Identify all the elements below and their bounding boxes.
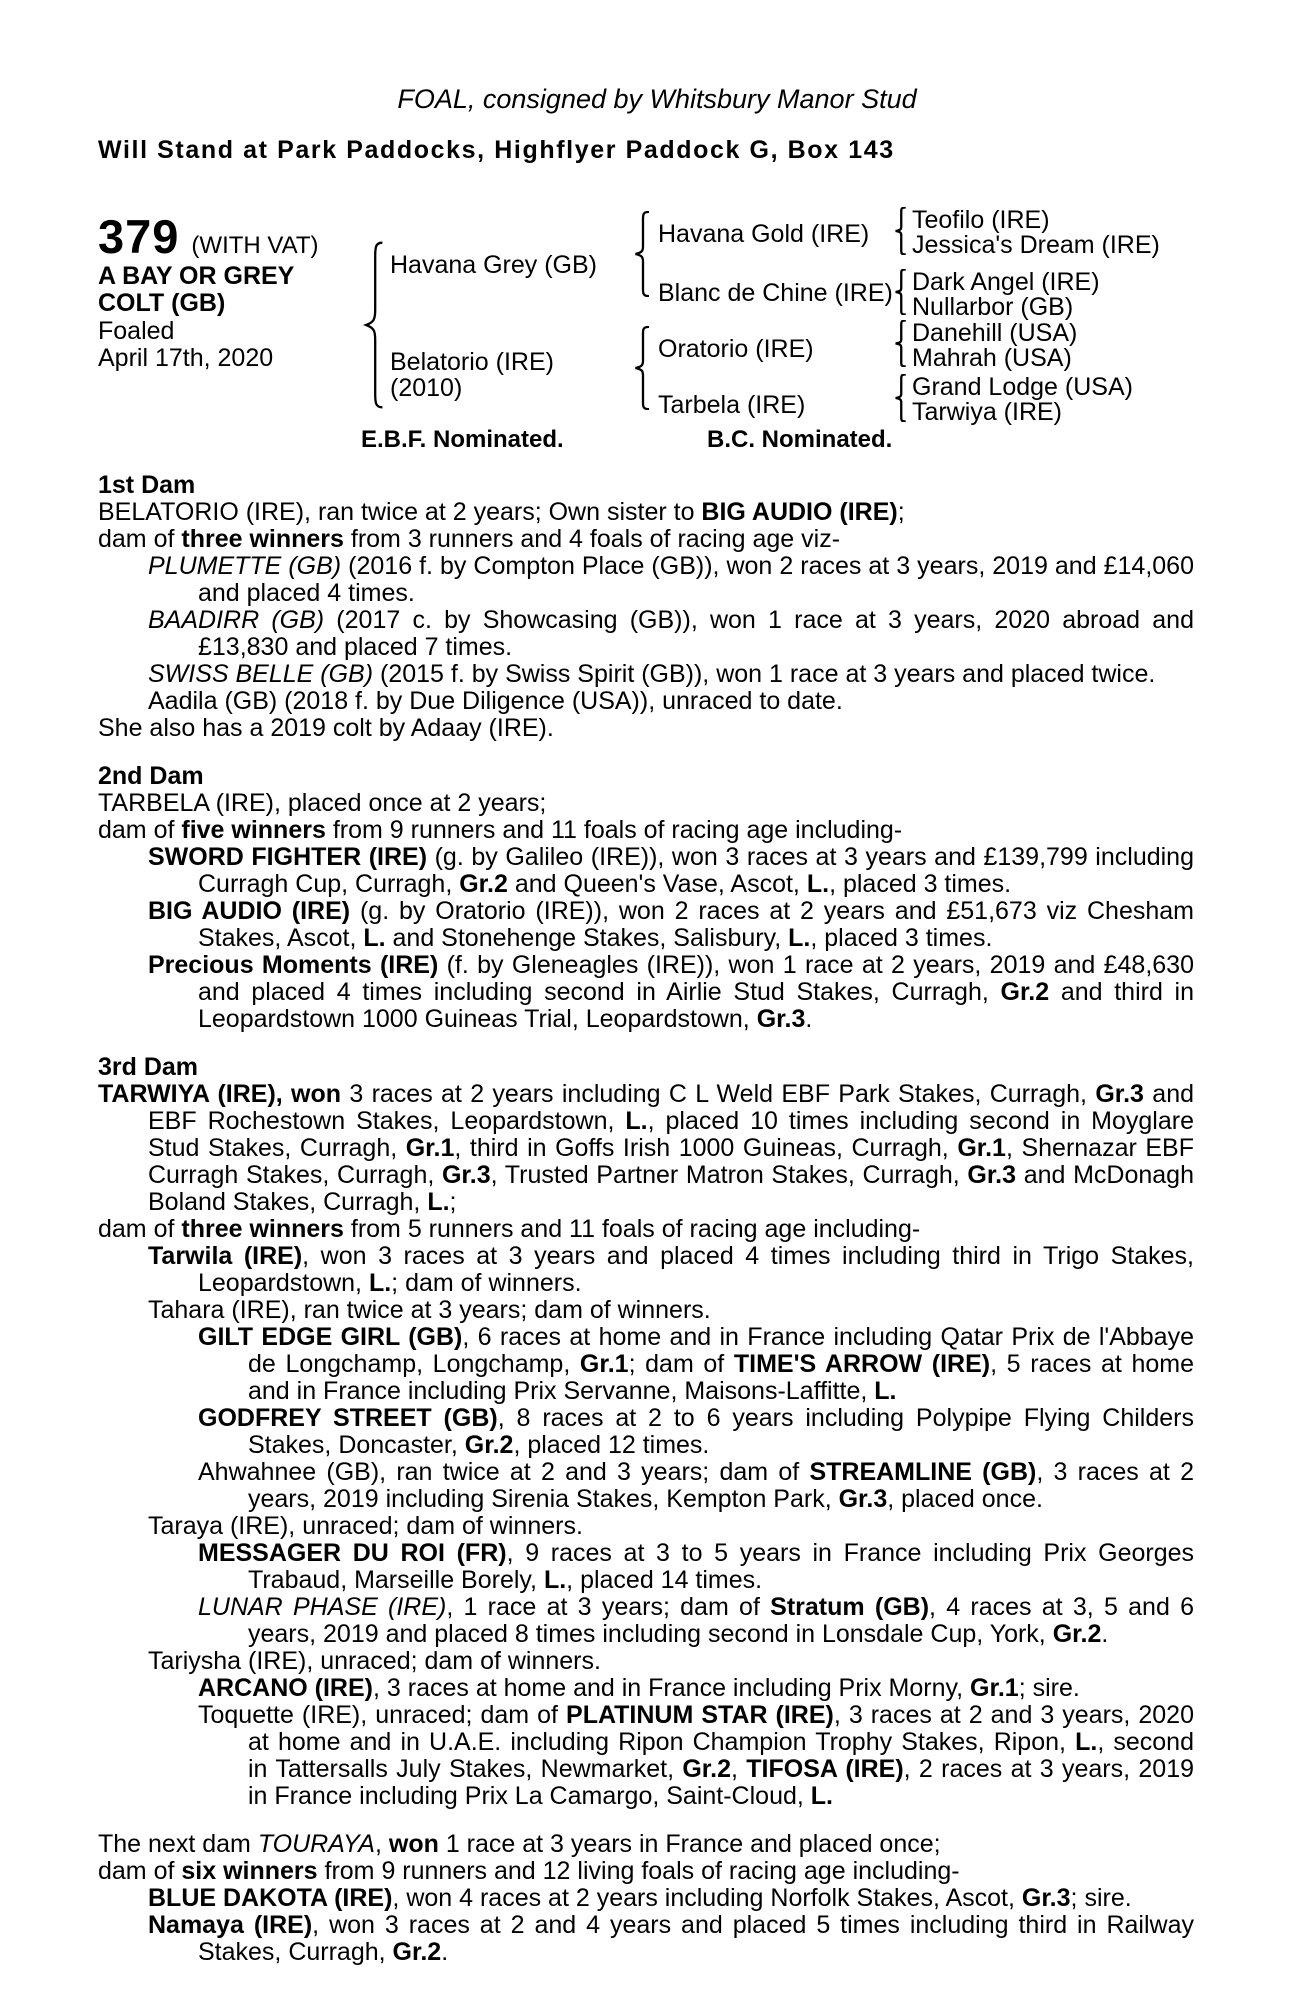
dam-dam-parents bbox=[912, 375, 1133, 425]
text-run: 3 races at 2 years including C L Weld EBF Park Stakes, Curragh, bbox=[341, 1080, 1096, 1108]
text-run: L. bbox=[874, 1377, 897, 1405]
text-run: LUNAR PHASE (IRE) bbox=[198, 1593, 447, 1621]
text-run: Taraya (IRE), unraced; dam of winners. bbox=[148, 1512, 583, 1540]
consignor-line: FOAL, consigned by Whitsbury Manor Stud bbox=[397, 84, 917, 114]
text-run: six winners bbox=[181, 1857, 318, 1885]
text-run: ; bbox=[897, 498, 905, 526]
text-run: Gr.3 bbox=[1021, 1884, 1071, 1912]
text-run: (2017 c. by Showcasing (GB)), won 1 race at 3 years, 2020 abroad and £13,830 and placed 7 times. bbox=[198, 606, 1194, 661]
text-run: . bbox=[441, 1938, 449, 1966]
sire-name: Havana Grey (GB) bbox=[390, 251, 598, 279]
dam-dam-dam-name: Tarwiya (IRE) bbox=[912, 398, 1063, 426]
text-run: Gr.1 bbox=[957, 1134, 1006, 1162]
pedigree-section bbox=[98, 1831, 1194, 1966]
text-run: Gr.2 bbox=[392, 1938, 442, 1966]
text-run: She also has a 2019 colt by Adaay (IRE). bbox=[98, 714, 554, 742]
text-run: , placed 12 times. bbox=[513, 1431, 710, 1459]
text-run: Precious Moments (IRE) bbox=[148, 951, 439, 979]
text-run: . bbox=[805, 1005, 813, 1033]
pedigree-paragraph bbox=[98, 1858, 1194, 1885]
text-run: L. bbox=[368, 1269, 392, 1297]
pedigree-paragraph bbox=[98, 952, 1194, 1033]
text-run: Gr.3 bbox=[756, 1005, 806, 1033]
text-run: L. bbox=[543, 1566, 567, 1594]
pedigree-paragraph bbox=[98, 607, 1194, 661]
text-run: , 4 races at 3, 5 and 6 years, 2019 and placed 8 times including second in Lonsdale Cup, York, bbox=[248, 1593, 1194, 1648]
text-run: three winners bbox=[181, 1215, 344, 1243]
text-run: Aadila (GB) (2018 f. by Due Diligence (USA)), unraced to date. bbox=[148, 687, 843, 715]
pedigree-sections bbox=[98, 472, 1194, 1966]
pedigree-section bbox=[98, 472, 1194, 742]
text-run: ARCANO (IRE) bbox=[198, 1674, 373, 1702]
text-run: Tarwila (IRE) bbox=[148, 1242, 303, 1270]
text-run: Gr.3 bbox=[967, 1161, 1017, 1189]
text-run: GILT EDGE GIRL (GB) bbox=[198, 1323, 463, 1351]
text-run: ; sire. bbox=[1070, 1884, 1132, 1912]
sire-sire-name: Havana Gold (IRE) bbox=[658, 220, 870, 248]
text-run: Gr.2 bbox=[464, 1431, 514, 1459]
dam-year: (2010) bbox=[390, 374, 463, 402]
sire-dam-name: Blanc de Chine (IRE) bbox=[658, 279, 893, 307]
pedigree-paragraph bbox=[98, 661, 1194, 688]
pedigree-paragraph bbox=[98, 1831, 1194, 1858]
pedigree-paragraph bbox=[98, 1459, 1194, 1513]
text-run: , 8 races at 2 to 6 years including Polypipe Flying Childers Stakes, Doncaster, bbox=[248, 1404, 1194, 1459]
dam-dam-sire-name: Grand Lodge (USA) bbox=[912, 373, 1133, 401]
text-run: MESSAGER DU ROI (FR) bbox=[198, 1539, 507, 1567]
text-run: dam of bbox=[98, 1215, 182, 1243]
text-run: L. bbox=[806, 870, 830, 898]
pedigree-paragraph bbox=[98, 1912, 1194, 1966]
text-run: from 9 runners and 11 foals of racing age including- bbox=[325, 816, 903, 844]
text-run: BAADIRR (GB) bbox=[148, 606, 325, 634]
bc-nominated-note: B.C. Nominated. bbox=[707, 426, 893, 453]
text-run: Gr.2 bbox=[459, 870, 508, 898]
pedigree-paragraph bbox=[98, 526, 1194, 553]
pedigree-paragraph bbox=[98, 1675, 1194, 1702]
sire-sire-dam-name: Jessica's Dream (IRE) bbox=[912, 231, 1160, 259]
text-run: BIG AUDIO (IRE) bbox=[701, 498, 898, 526]
colt-description-line1: A BAY OR GREY bbox=[98, 262, 295, 290]
dam-sire-name: Oratorio (IRE) bbox=[658, 335, 814, 363]
pedigree-paragraph bbox=[98, 1594, 1194, 1648]
dam-sire-dam-name: Mahrah (USA) bbox=[912, 344, 1072, 372]
text-run: Tariysha (IRE), unraced; dam of winners. bbox=[148, 1647, 601, 1675]
text-run: Gr.2 bbox=[682, 1755, 731, 1783]
text-run: Gr.2 bbox=[1052, 1620, 1102, 1648]
text-run: , placed once. bbox=[887, 1485, 1043, 1513]
ggp-bracket-1 bbox=[893, 207, 908, 255]
text-run: TOURAYA bbox=[257, 1830, 375, 1858]
dam-sire-sire-name: Danehill (USA) bbox=[912, 319, 1078, 347]
text-run: and third in Leopardstown 1000 Guineas Trial, Leopardstown, bbox=[198, 978, 1194, 1033]
text-run: dam of bbox=[98, 816, 182, 844]
text-run: and EBF Rochestown Stakes, Leopardstown, bbox=[148, 1080, 1194, 1135]
text-run: PLATINUM STAR (IRE) bbox=[566, 1701, 834, 1729]
text-run: and Stonehenge Stakes, Salisbury, bbox=[385, 924, 789, 952]
text-run: (g. by Galileo (IRE)), won 3 races at 3 years and £139,799 including Curragh Cup, Curragh, bbox=[198, 843, 1194, 898]
dam-section-heading: 2nd Dam bbox=[98, 762, 204, 790]
pedigree-paragraph bbox=[98, 688, 1194, 715]
pedigree-paragraph bbox=[98, 1540, 1194, 1594]
text-run: L. bbox=[427, 1188, 450, 1216]
text-run: TARWIYA (IRE), won bbox=[98, 1080, 342, 1108]
ebf-nominated-note: E.B.F. Nominated. bbox=[361, 426, 564, 453]
text-run: and McDonagh Boland Stakes, Curragh, bbox=[148, 1161, 1194, 1216]
text-run: from 5 runners and 11 foals of racing age including- bbox=[343, 1215, 921, 1243]
text-run: dam of bbox=[98, 525, 182, 553]
text-run: Gr.1 bbox=[405, 1134, 455, 1162]
text-run: ; dam of winners. bbox=[391, 1269, 582, 1297]
text-run: Tahara (IRE), ran twice at 3 years; dam of winners. bbox=[148, 1296, 711, 1324]
pedigree-paragraph bbox=[98, 1513, 1194, 1540]
text-run: L. bbox=[363, 924, 386, 952]
text-run: , placed 3 times. bbox=[810, 924, 993, 952]
text-run: , 2 races at 3 years, 2019 in France including Prix La Camargo, Saint-Cloud, bbox=[248, 1755, 1194, 1810]
pedigree-section bbox=[98, 763, 1194, 1033]
pedigree-paragraph bbox=[98, 817, 1194, 844]
text-run: STREAMLINE (GB) bbox=[809, 1458, 1037, 1486]
pedigree-paragraph bbox=[98, 1243, 1194, 1297]
text-run: three winners bbox=[181, 525, 344, 553]
colt-description-line2: COLT (GB) bbox=[98, 289, 226, 317]
lot-vat-note: (WITH VAT) bbox=[191, 232, 319, 259]
pedigree-paragraph bbox=[98, 1648, 1194, 1675]
pedigree-paragraph bbox=[98, 499, 1194, 526]
text-run: GODFREY STREET (GB) bbox=[198, 1404, 498, 1432]
text-run: , won 3 races at 3 years and placed 4 times including third in Trigo Stakes, Leopardstown, bbox=[198, 1242, 1194, 1297]
pedigree-paragraph bbox=[98, 1081, 1194, 1216]
pedigree-paragraph bbox=[98, 1216, 1194, 1243]
text-run: , second in Tattersalls July Stakes, Newmarket, bbox=[248, 1728, 1194, 1783]
pedigree-table bbox=[0, 195, 1314, 463]
sire-dam-sire-name: Dark Angel (IRE) bbox=[912, 268, 1100, 296]
text-run: five winners bbox=[181, 816, 326, 844]
sire-sire-sire-name: Teofilo (IRE) bbox=[912, 206, 1050, 234]
text-run: (2016 f. by Compton Place (GB)), won 2 races at 3 years, 2019 and £14,060 and placed 4 times. bbox=[198, 552, 1194, 607]
text-run: dam of bbox=[98, 1857, 182, 1885]
text-run: won bbox=[388, 1830, 439, 1858]
text-run: and Queen's Vase, Ascot, bbox=[507, 870, 807, 898]
text-run: L. bbox=[810, 1782, 833, 1810]
pedigree-paragraph bbox=[98, 1702, 1194, 1810]
dam-sire-parents bbox=[912, 321, 1077, 371]
ggp-bracket-3 bbox=[893, 320, 908, 367]
text-run: , won 4 races at 2 years including Norfolk Stakes, Ascot, bbox=[392, 1884, 1022, 1912]
text-run: Ahwahnee (GB), ran twice at 2 and 3 years; dam of bbox=[198, 1458, 810, 1486]
pedigree-main-bracket bbox=[362, 241, 386, 409]
text-run: SWORD FIGHTER (IRE) bbox=[148, 843, 428, 871]
text-run: BELATORIO (IRE), ran twice at 2 years; Own sister to bbox=[98, 498, 702, 526]
text-run: ; dam of bbox=[628, 1350, 734, 1378]
dam-section-heading: 1st Dam bbox=[98, 471, 196, 499]
text-run: 1 race at 3 years in France and placed once; bbox=[438, 1830, 941, 1858]
text-run: Gr.3 bbox=[838, 1485, 888, 1513]
text-run: , bbox=[374, 1830, 389, 1858]
text-run: L. bbox=[625, 1107, 648, 1135]
sire-line-bracket bbox=[632, 211, 652, 297]
text-run: , 1 race at 3 years; dam of bbox=[446, 1593, 771, 1621]
pedigree-paragraph bbox=[98, 1885, 1194, 1912]
lot-number: 379 bbox=[98, 210, 180, 263]
text-run: Gr.3 bbox=[441, 1161, 491, 1189]
text-run: PLUMETTE (GB) bbox=[148, 552, 342, 580]
text-run: (f. by Gleneagles (IRE)), won 1 race at 2 years, 2019 and £48,630 and placed 4 times including second in Airlie Stud Stakes, Curragh, bbox=[198, 951, 1194, 1006]
sire-dam-parents bbox=[912, 270, 1100, 320]
text-run: The next dam bbox=[98, 1830, 258, 1858]
text-run: , placed 3 times. bbox=[829, 870, 1012, 898]
text-run: , third in Goffs Irish 1000 Guineas, Curragh, bbox=[454, 1134, 958, 1162]
ggp-bracket-4 bbox=[893, 374, 908, 422]
text-run: SWISS BELLE (GB) bbox=[148, 660, 374, 688]
colt-description bbox=[98, 263, 294, 317]
foaled-date: April 17th, 2020 bbox=[98, 344, 274, 372]
dam-dam-name: Tarbela (IRE) bbox=[658, 391, 806, 419]
pedigree-paragraph bbox=[98, 715, 1194, 742]
text-run: , 6 races at home and in France including Qatar Prix de l'Abbaye de Longchamp, Longchamp, bbox=[248, 1323, 1194, 1378]
sire-sire-parents bbox=[912, 208, 1160, 258]
pedigree-paragraph bbox=[98, 790, 1194, 817]
pedigree-paragraph bbox=[98, 844, 1194, 898]
text-run: Gr.1 bbox=[970, 1674, 1019, 1702]
text-run: , bbox=[731, 1755, 747, 1783]
text-run: Namaya (IRE) bbox=[148, 1911, 313, 1939]
dam-name: Belatorio (IRE) bbox=[390, 348, 554, 376]
text-run: , placed 10 times including second in Moyglare Stud Stakes, Curragh, bbox=[148, 1107, 1194, 1162]
text-run: TIFOSA (IRE) bbox=[746, 1755, 904, 1783]
text-run: Gr.2 bbox=[1000, 978, 1050, 1006]
text-run: , Shernazar EBF Curragh Stakes, Curragh, bbox=[148, 1134, 1194, 1189]
text-run: from 3 runners and 4 foals of racing age viz- bbox=[343, 525, 841, 553]
text-run: . bbox=[1101, 1620, 1109, 1648]
pedigree-paragraph bbox=[98, 553, 1194, 607]
text-run: BIG AUDIO (IRE) bbox=[148, 897, 351, 925]
text-run: Gr.1 bbox=[579, 1350, 629, 1378]
text-run: (2015 f. by Swiss Spirit (GB)), won 1 race at 3 years and placed twice. bbox=[373, 660, 1156, 688]
text-run: , won 3 races at 2 and 4 years and placed 5 times including third in Railway Stakes, Curragh, bbox=[198, 1911, 1194, 1966]
sire-dam-dam-name: Nullarbor (GB) bbox=[912, 293, 1074, 321]
text-run: , 3 races at 2 and 3 years, 2020 at home and in U.A.E. including Ripon Champion Trophy Stakes, Ripon, bbox=[248, 1701, 1194, 1756]
dam-line-bracket bbox=[632, 326, 652, 410]
dam-section-heading: 3rd Dam bbox=[98, 1053, 199, 1081]
ggp-bracket-2 bbox=[893, 269, 908, 315]
pedigree-paragraph bbox=[98, 1405, 1194, 1459]
lot-header bbox=[98, 209, 319, 264]
text-run: TIME'S ARROW (IRE) bbox=[733, 1350, 991, 1378]
pedigree-section bbox=[98, 1054, 1194, 1810]
text-run: BLUE DAKOTA (IRE) bbox=[148, 1884, 393, 1912]
pedigree-paragraph bbox=[98, 1324, 1194, 1405]
text-run: Stratum (GB) bbox=[770, 1593, 930, 1621]
dam-block bbox=[390, 349, 554, 401]
text-run: ; bbox=[449, 1188, 457, 1216]
stand-location-line: Will Stand at Park Paddocks, Highflyer Paddock G, Box 143 bbox=[98, 136, 895, 164]
text-run: Toquette (IRE), unraced; dam of bbox=[198, 1701, 567, 1729]
text-run: , Trusted Partner Matron Stakes, Curragh, bbox=[490, 1161, 968, 1189]
foaled-block bbox=[98, 318, 273, 372]
text-run: Gr.3 bbox=[1095, 1080, 1144, 1108]
pedigree-paragraph bbox=[98, 898, 1194, 952]
foaled-label: Foaled bbox=[98, 317, 175, 345]
text-run: (g. by Oratorio (IRE)), won 2 races at 2 years and £51,673 viz Chesham Stakes, Ascot, bbox=[198, 897, 1194, 952]
text-run: L. bbox=[1075, 1728, 1098, 1756]
text-run: L. bbox=[788, 924, 811, 952]
text-run: TARBELA (IRE), placed once at 2 years; bbox=[98, 789, 547, 817]
text-run: , 9 races at 3 to 5 years in France including Prix Georges Trabaud, Marseille Borely, bbox=[248, 1539, 1195, 1594]
text-run: ; sire. bbox=[1018, 1674, 1080, 1702]
text-run: , 3 races at 2 years, 2019 including Sirenia Stakes, Kempton Park, bbox=[248, 1458, 1194, 1513]
text-run: from 9 runners and 12 living foals of racing age including- bbox=[317, 1857, 960, 1885]
pedigree-paragraph bbox=[98, 1297, 1194, 1324]
text-run: , 5 races at home and in France including Prix Servanne, Maisons-Laffitte, bbox=[248, 1350, 1194, 1405]
text-run: , placed 14 times. bbox=[566, 1566, 763, 1594]
text-run: , 3 races at home and in France including Prix Morny, bbox=[373, 1674, 971, 1702]
